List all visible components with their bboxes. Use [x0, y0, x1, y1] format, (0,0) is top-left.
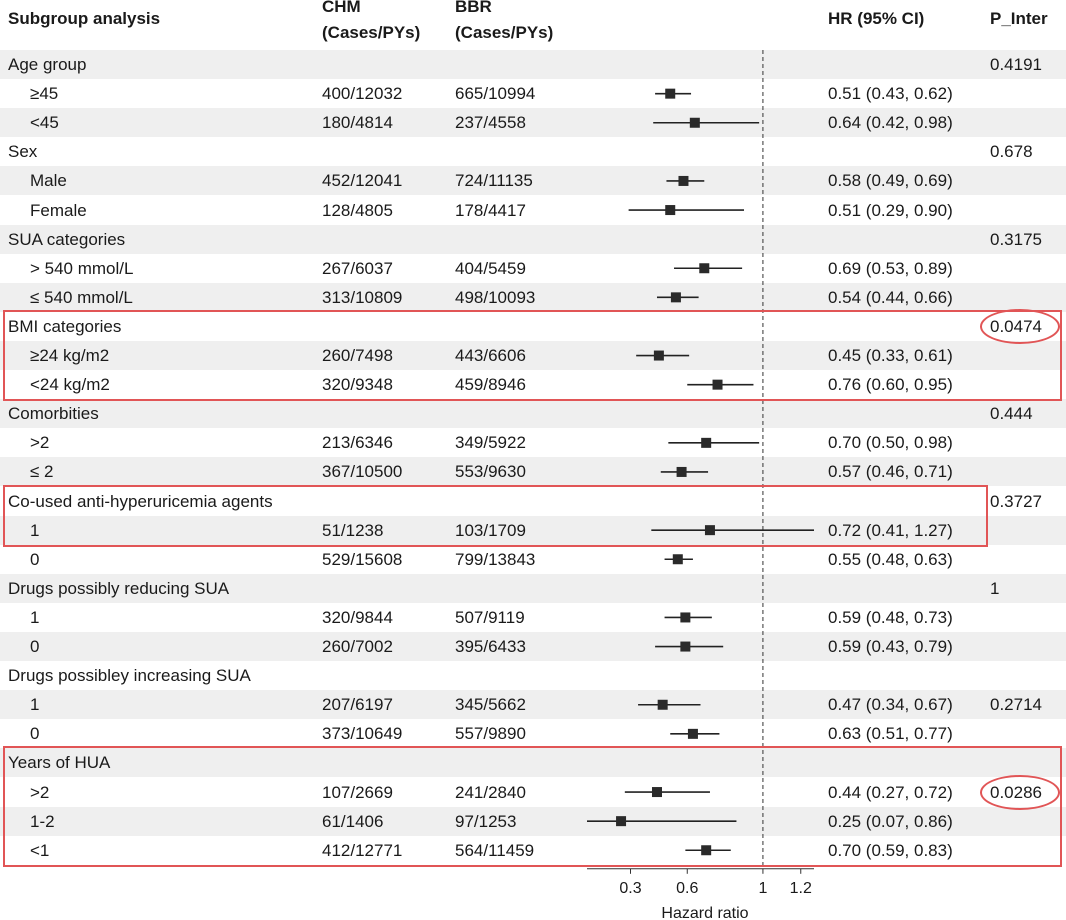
subgroup-label: 1: [30, 695, 40, 715]
hr-ci-value: 0.59 (0.43, 0.79): [828, 637, 953, 656]
subgroup-label: ≥24 kg/m2: [30, 346, 110, 365]
subgroup-label: Comorbities: [8, 404, 99, 424]
subgroup-label: ≤ 2: [30, 462, 54, 482]
subgroup-label: BMI categories: [8, 316, 122, 336]
hr-ci-value: 0.70 (0.50, 0.98): [828, 433, 953, 453]
subgroup-label: 0: [30, 724, 40, 744]
subgroup-label: SUA categories: [8, 229, 126, 249]
subgroup-label: Co-used anti-hyperuricemia agents: [8, 491, 273, 511]
subgroup-label: >2: [30, 782, 50, 802]
p-inter-value: 0.3175: [990, 229, 1042, 249]
chm-value: 320/9844: [322, 607, 393, 627]
x-tick-label: 0.3: [619, 879, 642, 897]
bbr-value: 665/10994: [455, 84, 536, 104]
hr-point: [665, 89, 675, 99]
highlight-box: [3, 746, 1062, 866]
hr-point: [673, 554, 683, 564]
header-p-inter: P_Inter: [990, 9, 1048, 28]
subgroup-label: Female: [30, 200, 87, 220]
hr-ci-value: 0.58 (0.49, 0.69): [828, 171, 953, 191]
hr-ci-value: 0.25 (0.07, 0.86): [828, 811, 953, 831]
header-subgroup: Subgroup analysis: [8, 9, 161, 28]
p-inter-value: 0.4191: [990, 55, 1042, 74]
subgroup-label: 1: [30, 607, 40, 627]
hr-ci-value: 0.54 (0.44, 0.66): [828, 287, 953, 307]
subgroup-label: Drugs possibley increasing SUA: [8, 666, 251, 686]
subgroup-label: <24 kg/m2: [30, 375, 110, 395]
bbr-value: 564/11459: [455, 840, 535, 860]
hr-point: [658, 700, 668, 710]
hr-point: [678, 176, 688, 186]
chm-value: 260/7002: [322, 637, 393, 656]
header-bbr-line2: (Cases/PYs): [455, 23, 554, 42]
hr-point: [701, 438, 711, 448]
subgroup-label: 0: [30, 637, 40, 656]
hr-ci-value: 0.76 (0.60, 0.95): [828, 375, 953, 395]
chm-value: 213/6346: [322, 433, 393, 453]
hr-ci-value: 0.72 (0.41, 1.27): [828, 520, 953, 540]
hr-ci-value: 0.45 (0.33, 0.61): [828, 346, 953, 365]
bbr-value: 97/1253: [455, 811, 517, 831]
bbr-value: 553/9630: [455, 462, 526, 482]
chm-value: 452/12041: [322, 171, 403, 191]
header-chm-line1: CHM: [322, 0, 361, 16]
bbr-value: 103/1709: [455, 520, 526, 540]
highlight-circle: [980, 309, 1060, 344]
subgroup-label: >2: [30, 433, 50, 453]
hr-ci-value: 0.51 (0.29, 0.90): [828, 200, 953, 220]
subgroup-label: 1: [30, 520, 40, 540]
x-tick-label: 1.2: [789, 879, 812, 897]
bbr-value: 507/9119: [455, 607, 525, 627]
chm-value: 267/6037: [322, 258, 393, 278]
subgroup-label: <45: [30, 113, 59, 133]
subgroup-label: Years of HUA: [8, 753, 111, 773]
subgroup-label: ≥45: [30, 84, 59, 104]
hr-ci-value: 0.57 (0.46, 0.71): [828, 462, 953, 482]
subgroup-label: 1-2: [30, 811, 55, 831]
p-inter-value: 0.678: [990, 142, 1033, 162]
p-inter-value: 0.0286: [990, 782, 1042, 802]
hr-point: [680, 612, 690, 622]
subgroup-label: 0: [30, 549, 40, 569]
header-chm-line2: (Cases/PYs): [322, 23, 421, 42]
hr-ci-value: 0.69 (0.53, 0.89): [828, 258, 953, 278]
bbr-value: 443/6606: [455, 346, 526, 365]
x-tick-label: 1: [758, 879, 768, 897]
subgroup-label: ≤ 540 mmol/L: [30, 287, 133, 307]
hr-point: [690, 118, 700, 128]
bbr-value: 178/4417: [455, 200, 526, 220]
hr-ci-value: 0.51 (0.43, 0.62): [828, 84, 953, 104]
highlight-box: [3, 310, 1062, 401]
chm-value: 51/1238: [322, 520, 384, 540]
chm-value: 373/10649: [322, 724, 403, 744]
hr-point: [671, 292, 681, 302]
chm-value: 128/4805: [322, 200, 393, 220]
hr-point: [699, 263, 709, 273]
bbr-value: 799/13843: [455, 549, 536, 569]
bbr-value: 237/4558: [455, 113, 526, 133]
hr-ci-value: 0.64 (0.42, 0.98): [828, 113, 953, 133]
subgroup-label: Male: [30, 171, 67, 191]
hr-ci-value: 0.59 (0.48, 0.73): [828, 607, 953, 627]
chm-value: 61/1406: [322, 811, 384, 831]
hr-point: [688, 729, 698, 739]
header-hr: HR (95% CI): [828, 9, 925, 28]
bbr-value: 724/11135: [455, 171, 533, 191]
hr-point: [665, 205, 675, 215]
chm-value: 207/6197: [322, 695, 393, 715]
chm-value: 320/9348: [322, 375, 393, 395]
p-inter-value: 0.444: [990, 404, 1033, 424]
hr-ci-value: 0.55 (0.48, 0.63): [828, 549, 953, 569]
chm-value: 260/7498: [322, 346, 393, 365]
x-axis-label: Hazard ratio: [661, 905, 749, 920]
bbr-value: 395/6433: [455, 637, 526, 656]
chm-value: 367/10500: [322, 462, 403, 482]
bbr-value: 557/9890: [455, 724, 526, 744]
hr-ci-value: 0.44 (0.27, 0.72): [828, 782, 953, 802]
highlight-circle: [980, 775, 1060, 810]
p-inter-value: 0.3727: [990, 491, 1042, 511]
p-inter-value: 0.2714: [990, 695, 1042, 715]
bbr-value: 404/5459: [455, 258, 526, 278]
p-inter-value: 1: [990, 578, 1000, 598]
subgroup-label: Drugs possibly reducing SUA: [8, 578, 230, 598]
hr-ci-value: 0.63 (0.51, 0.77): [828, 724, 953, 744]
chm-value: 400/12032: [322, 84, 403, 104]
p-inter-value: 0.0474: [990, 316, 1042, 336]
chm-value: 412/12771: [322, 840, 403, 860]
subgroup-label: > 540 mmol/L: [30, 258, 134, 278]
x-tick-label: 0.6: [676, 879, 699, 897]
subgroup-label: Age group: [8, 55, 87, 74]
chm-value: 313/10809: [322, 287, 403, 307]
chm-value: 180/4814: [322, 113, 393, 133]
hr-point: [680, 642, 690, 652]
bbr-value: 349/5922: [455, 433, 526, 453]
chm-value: 107/2669: [322, 782, 393, 802]
header-bbr-line1: BBR: [455, 0, 492, 16]
hr-point: [677, 467, 687, 477]
bbr-value: 498/10093: [455, 287, 536, 307]
hr-ci-value: 0.70 (0.59, 0.83): [828, 840, 953, 860]
bbr-value: 241/2840: [455, 782, 526, 802]
chm-value: 529/15608: [322, 549, 403, 569]
subgroup-label: Sex: [8, 142, 38, 162]
bbr-value: 345/5662: [455, 695, 526, 715]
highlight-box: [3, 485, 988, 547]
subgroup-label: <1: [30, 840, 50, 860]
hr-ci-value: 0.47 (0.34, 0.67): [828, 695, 953, 715]
bbr-value: 459/8946: [455, 375, 526, 395]
